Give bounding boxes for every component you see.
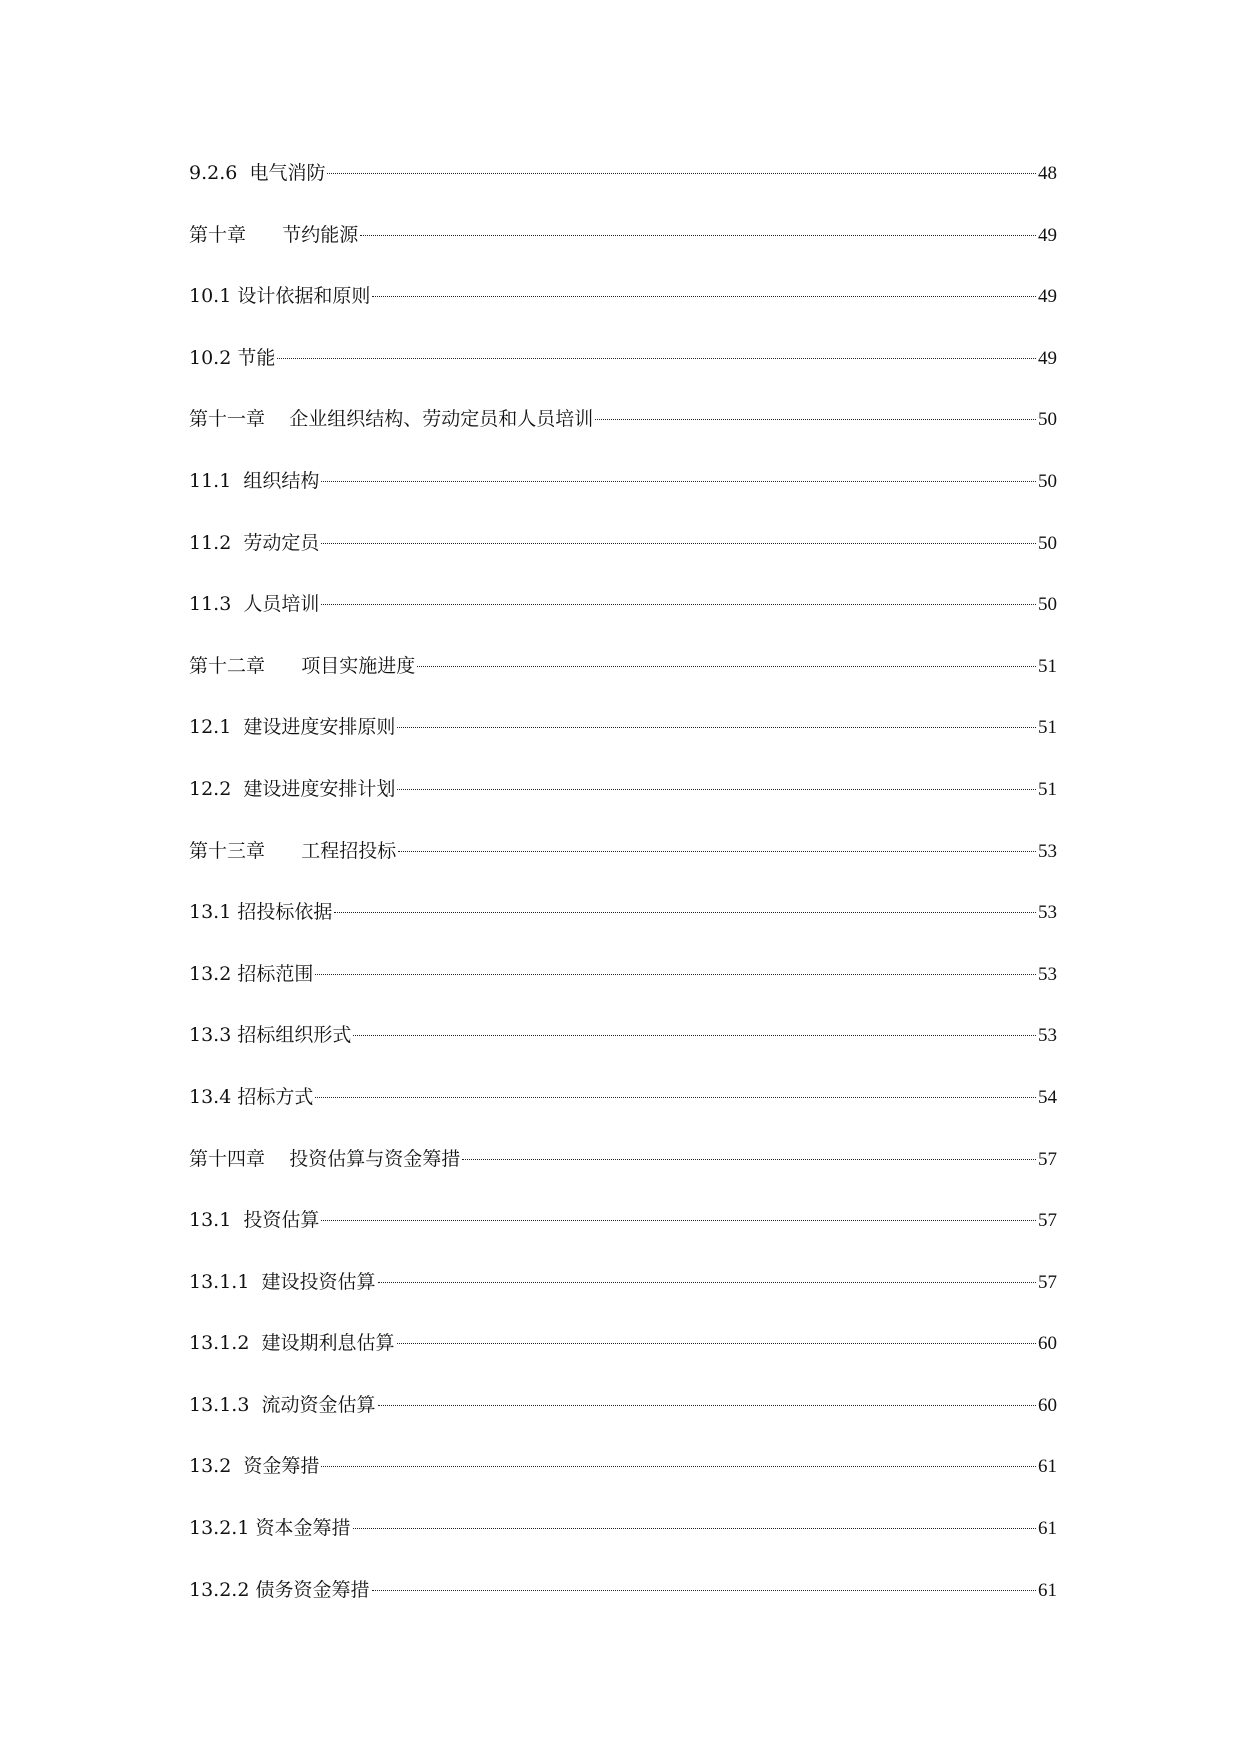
toc-page-number: 60 [1038, 1333, 1057, 1355]
toc-entry-number: 13.1 [189, 901, 232, 924]
toc-entry-title: 组织结构 [243, 469, 320, 492]
toc-entry-title: 建设期利息估算 [261, 1332, 395, 1355]
toc-entry-gap [231, 530, 243, 556]
toc-page-number: 61 [1038, 1518, 1057, 1540]
toc-entry-number: 第十章 [189, 223, 247, 246]
toc-entry-number: 第十三章 [189, 839, 266, 862]
toc-dot-leader [378, 1282, 1036, 1283]
toc-entry-title: 招标组织形式 [237, 1024, 352, 1047]
toc-entry-number: 10.1 [189, 285, 232, 308]
toc-entry-title: 建设投资估算 [261, 1270, 376, 1293]
toc-entry[interactable] [189, 1330, 1057, 1392]
toc-entry-gap [246, 222, 282, 248]
toc-entry-number: 第十一章 [189, 408, 266, 431]
toc-entry[interactable] [189, 1207, 1057, 1269]
toc-dot-leader [397, 789, 1036, 790]
toc-entry-gap [249, 1269, 261, 1295]
toc-entry-number: 12.1 [189, 716, 232, 739]
toc-dot-leader [321, 481, 1036, 482]
toc-dot-leader [334, 912, 1036, 913]
toc-entry-title: 投资估算与资金筹措 [289, 1147, 461, 1170]
toc-entry-title: 工程招投标 [301, 839, 397, 862]
toc-entry[interactable] [189, 530, 1057, 592]
toc-page-number: 49 [1038, 286, 1057, 308]
toc-dot-leader [372, 1590, 1037, 1591]
toc-entry-gap [231, 1453, 243, 1479]
toc-entry-title: 人员培训 [243, 593, 320, 616]
toc-page-number: 57 [1038, 1271, 1057, 1293]
toc-entry-number: 11.1 [189, 469, 232, 492]
toc-page-number: 50 [1038, 409, 1057, 431]
toc-entry-number: 13.2 [189, 962, 232, 985]
toc-entry-number: 13.4 [189, 1085, 232, 1108]
toc-entry-number: 13.3 [189, 1024, 232, 1047]
toc-entry-gap [265, 1146, 289, 1172]
toc-entry-title: 电气消防 [249, 162, 326, 184]
toc-entry-title: 招标范围 [237, 962, 314, 985]
toc-entry[interactable] [189, 1577, 1057, 1639]
toc-entry[interactable] [189, 714, 1057, 776]
toc-entry-number: 13.1.1 [189, 1270, 250, 1293]
toc-entry[interactable] [189, 468, 1057, 530]
toc-entry-gap [265, 838, 301, 864]
toc-entry-gap [265, 653, 301, 679]
toc-entry-number: 第十二章 [189, 654, 266, 677]
toc-dot-leader [398, 851, 1036, 852]
toc-dot-leader [353, 1035, 1036, 1036]
toc-entry-title: 债务资金筹措 [255, 1578, 370, 1601]
toc-dot-leader [353, 1528, 1037, 1529]
toc-entry-gap [249, 1330, 261, 1356]
toc-entry[interactable] [189, 776, 1057, 838]
toc-entry[interactable] [189, 1022, 1057, 1084]
toc-entry-title: 节约能源 [282, 223, 359, 246]
toc-entry-number: 11.3 [189, 593, 232, 616]
toc-entry[interactable] [189, 591, 1057, 653]
toc-dot-leader [397, 1343, 1036, 1344]
toc-entry[interactable] [189, 1084, 1057, 1146]
toc-page-number: 54 [1038, 1086, 1057, 1108]
toc-entry-title: 资本金筹措 [255, 1517, 351, 1540]
toc-dot-leader [372, 296, 1036, 297]
toc-page-number: 50 [1038, 532, 1057, 554]
toc-dot-leader [462, 1159, 1036, 1160]
toc-dot-leader [360, 235, 1036, 236]
toc-entry-number: 11.2 [189, 531, 232, 554]
toc-page-number: 57 [1038, 1210, 1057, 1232]
toc-page-number: 48 [1038, 163, 1057, 184]
toc-entry[interactable] [189, 899, 1057, 961]
toc-entry[interactable] [189, 222, 1057, 284]
toc-entry-title: 劳动定员 [243, 531, 320, 554]
toc-entry-title: 项目实施进度 [301, 654, 416, 677]
toc-entry-gap [249, 1392, 261, 1418]
toc-entry-number: 13.1 [189, 1209, 232, 1232]
toc-dot-leader [321, 1466, 1036, 1467]
table-of-contents [189, 160, 1057, 1638]
toc-page-number: 61 [1038, 1579, 1057, 1601]
toc-entry-number: 13.2.2 [189, 1578, 250, 1601]
toc-entry[interactable] [189, 961, 1057, 1023]
toc-entry[interactable] [189, 160, 1057, 222]
toc-dot-leader [595, 419, 1036, 420]
toc-dot-leader [321, 543, 1036, 544]
toc-entry-number: 13.2.1 [189, 1517, 250, 1540]
toc-page-number: 51 [1038, 717, 1057, 739]
toc-entry[interactable] [189, 1146, 1057, 1208]
toc-entry[interactable] [189, 406, 1057, 468]
toc-entry-gap [231, 714, 243, 740]
toc-entry-title: 建设进度安排计划 [243, 777, 396, 800]
toc-entry-title: 投资估算 [243, 1209, 320, 1232]
toc-dot-leader [378, 1405, 1036, 1406]
toc-entry-gap [231, 591, 243, 617]
toc-entry-gap [265, 406, 289, 432]
toc-dot-leader [315, 974, 1036, 975]
toc-page-number: 51 [1038, 778, 1057, 800]
toc-entry-title: 资金筹措 [243, 1455, 320, 1478]
toc-dot-leader [321, 1220, 1036, 1221]
toc-page-number: 53 [1038, 1025, 1057, 1047]
toc-entry-title: 招投标依据 [237, 901, 333, 924]
toc-entry-number: 10.2 [189, 346, 232, 369]
toc-page-number: 50 [1038, 594, 1057, 616]
toc-dot-leader [327, 173, 1036, 174]
toc-page-number: 51 [1038, 655, 1057, 677]
toc-entry-title: 建设进度安排原则 [243, 716, 396, 739]
toc-dot-leader [417, 666, 1036, 667]
toc-page-number: 49 [1038, 224, 1057, 246]
toc-entry[interactable] [189, 345, 1057, 407]
toc-entry[interactable] [189, 653, 1057, 715]
toc-entry-number: 9.2.6 [189, 162, 238, 184]
toc-entry-number: 13.1.2 [189, 1332, 250, 1355]
toc-entry-number: 第十四章 [189, 1147, 266, 1170]
toc-page-number: 57 [1038, 1148, 1057, 1170]
toc-entry-number: 12.2 [189, 777, 232, 800]
toc-entry[interactable] [189, 1392, 1057, 1454]
toc-dot-leader [315, 1097, 1036, 1098]
toc-page-number: 53 [1038, 902, 1057, 924]
toc-entry-title: 节能 [237, 346, 276, 369]
toc-entry-gap [231, 1207, 243, 1233]
toc-dot-leader [321, 604, 1036, 605]
toc-entry-title: 流动资金估算 [261, 1393, 376, 1416]
toc-entry-number: 13.2 [189, 1455, 232, 1478]
toc-entry-title: 设计依据和原则 [237, 285, 371, 308]
toc-page-number: 53 [1038, 840, 1057, 862]
toc-entry-gap [237, 160, 249, 186]
toc-page-number: 53 [1038, 963, 1057, 985]
toc-page-number: 60 [1038, 1394, 1057, 1416]
toc-page-number: 61 [1038, 1456, 1057, 1478]
toc-entry[interactable] [189, 1515, 1057, 1577]
toc-entry-gap [231, 468, 243, 494]
toc-dot-leader [277, 358, 1036, 359]
toc-page-number: 49 [1038, 347, 1057, 369]
toc-entry[interactable] [189, 838, 1057, 900]
toc-entry-number: 13.1.3 [189, 1393, 250, 1416]
toc-page-number: 50 [1038, 470, 1057, 492]
toc-entry-gap [231, 776, 243, 802]
toc-dot-leader [397, 727, 1036, 728]
toc-entry-title: 招标方式 [237, 1085, 314, 1108]
toc-entry[interactable] [189, 1453, 1057, 1515]
toc-entry[interactable] [189, 1269, 1057, 1331]
toc-entry[interactable] [189, 283, 1057, 345]
toc-entry-title: 企业组织结构、劳动定员和人员培训 [289, 408, 594, 431]
